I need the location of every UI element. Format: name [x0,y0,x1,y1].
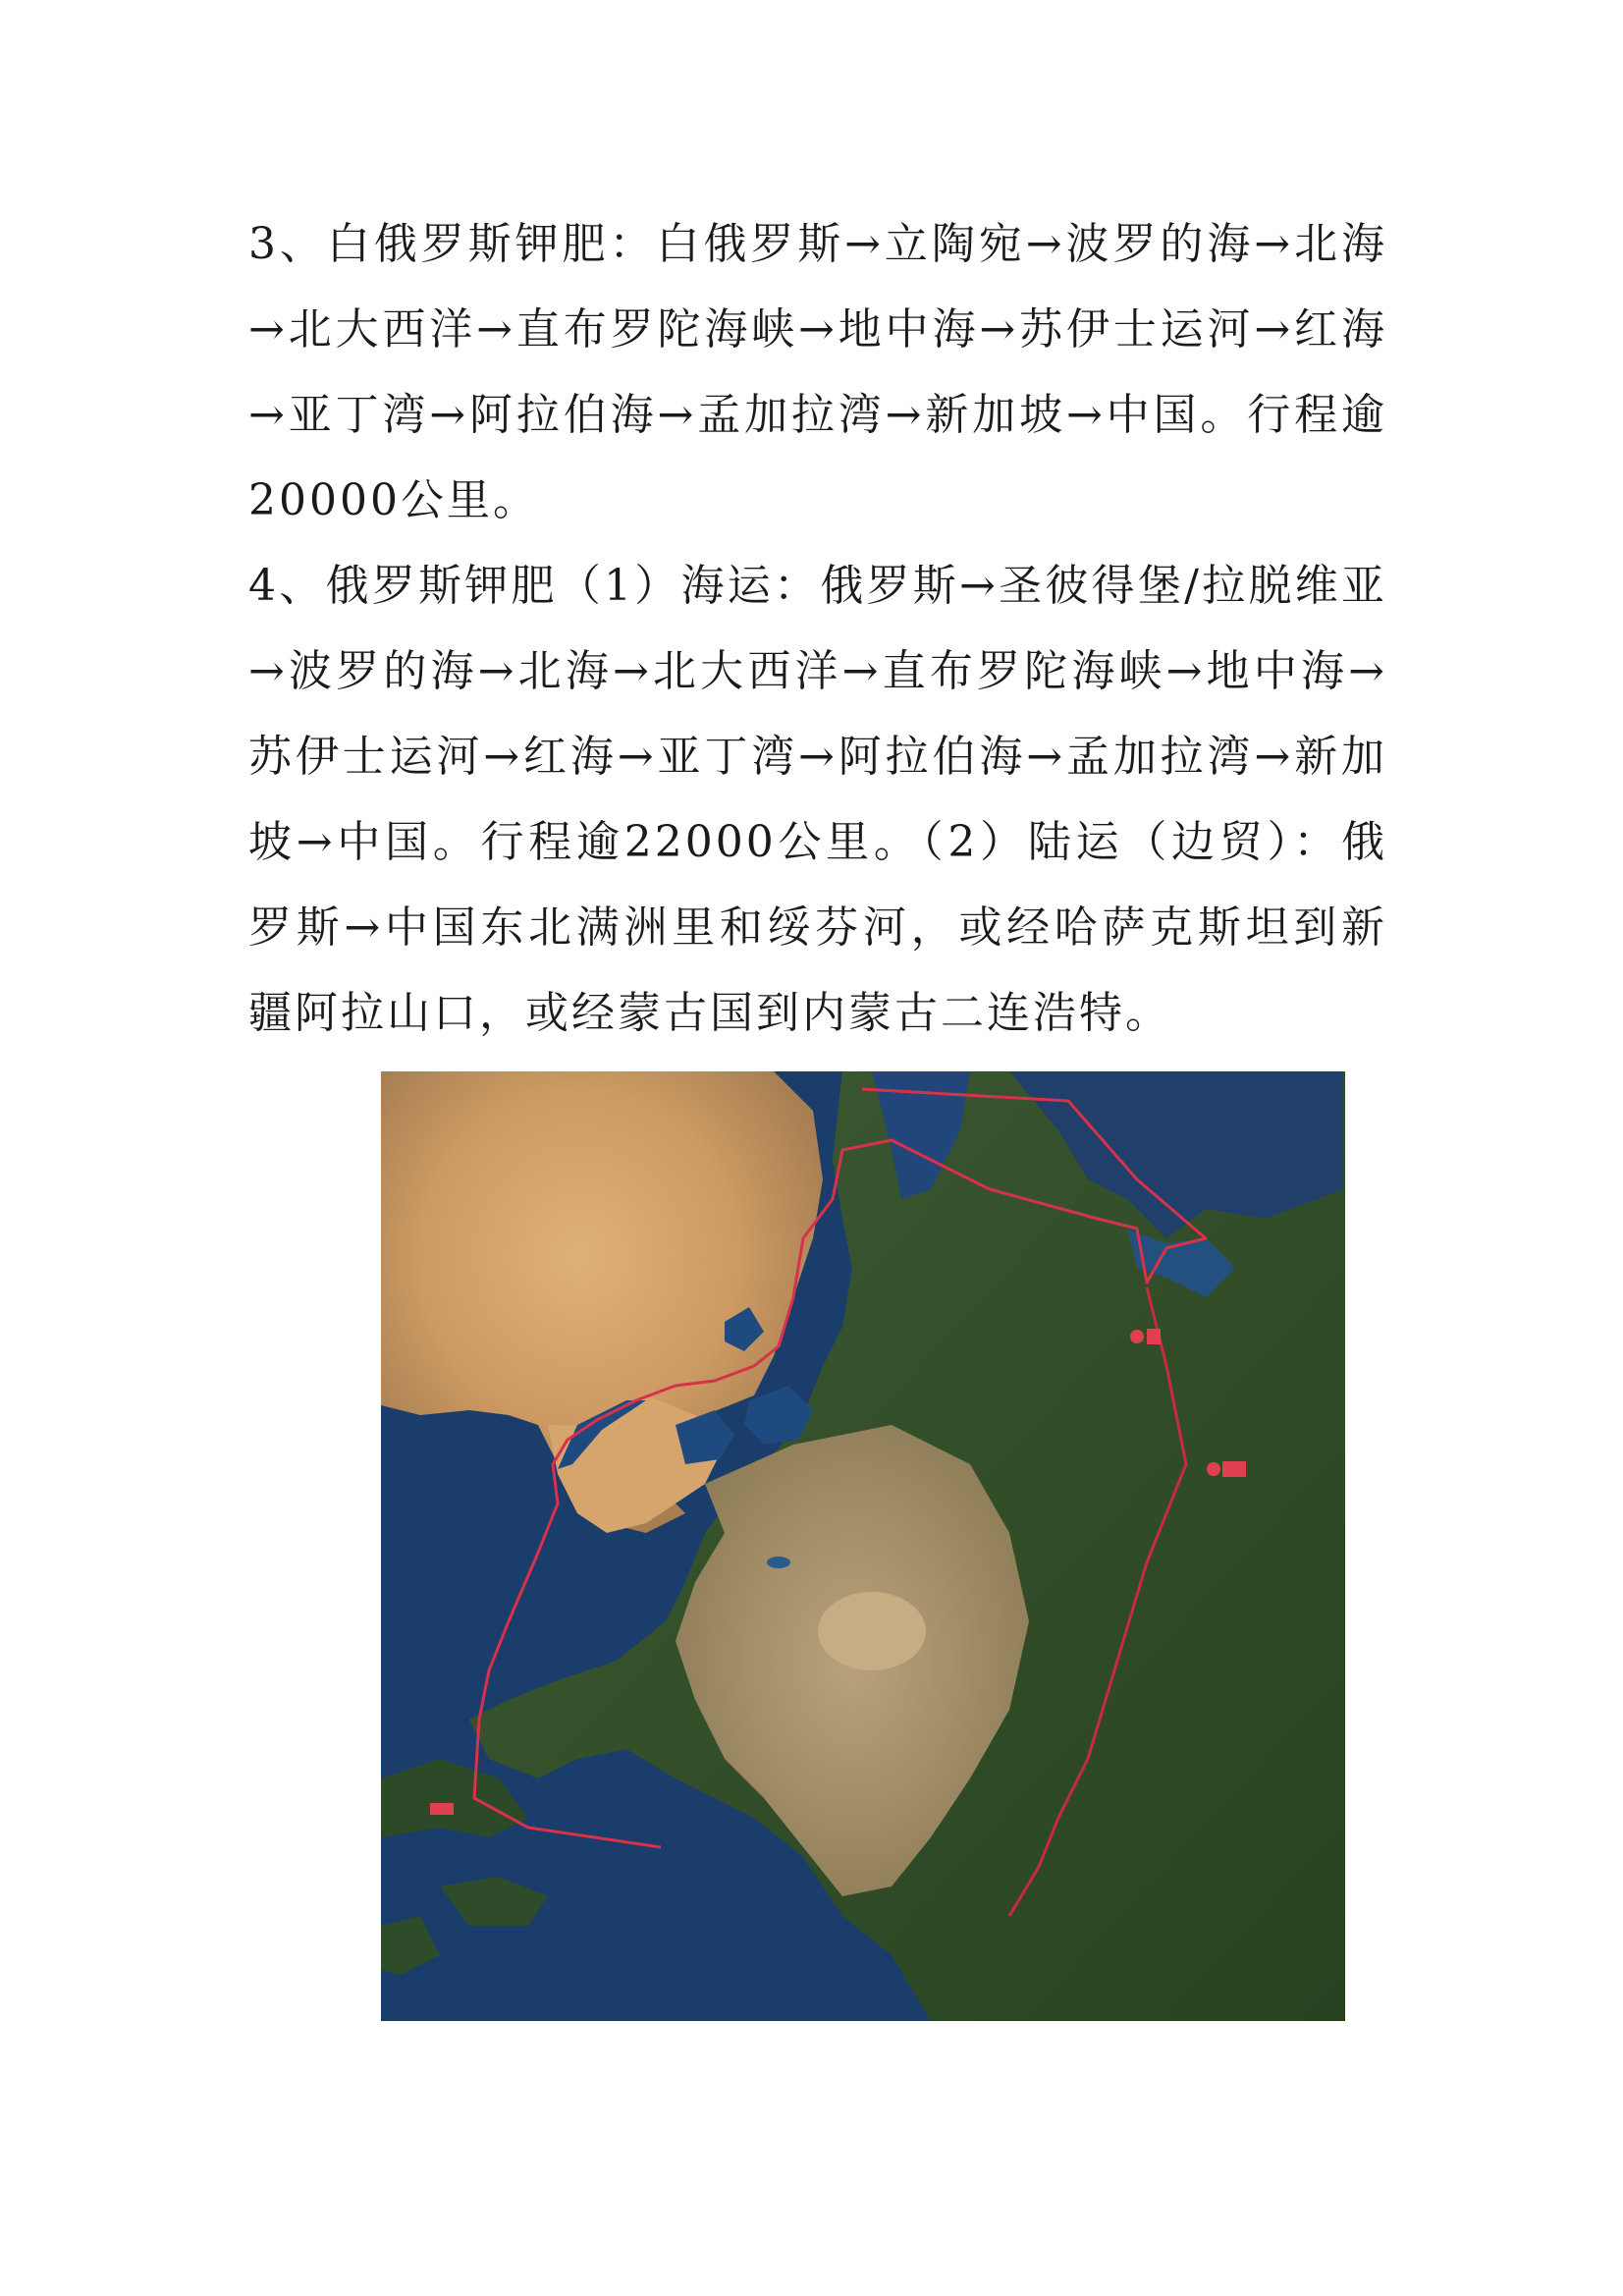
map-pin-destination [430,1803,454,1815]
route-map-image [381,1071,1345,2021]
tarim-basin [818,1592,926,1670]
lake [767,1557,790,1568]
paragraph-belarus-potash: 3、白俄罗斯钾肥：白俄罗斯→立陶宛→波罗的海→北海→北大西洋→直布罗陀海峡→地中海→苏伊士运河→红海→亚丁湾→阿拉伯海→孟加拉湾→新加坡→中国。行程逾20000公里。 [248,219,1387,525]
satellite-map-svg [381,1071,1345,2021]
map-pin-russia [1207,1461,1246,1477]
paragraph-russia-potash: 4、俄罗斯钾肥（1）海运：俄罗斯→圣彼得堡/拉脱维亚→波罗的海→北海→北大西洋→直布罗陀海峡→地中海→苏伊士运河→红海→亚丁湾→阿拉伯海→孟加拉湾→新加坡→中国。行程逾22000公里。（2）陆运（边贸）：俄罗斯→中国东北满洲里和绥芬河，或经哈萨克斯坦到新疆阿拉山口，或经蒙古国到内蒙古二连浩特。 [248,561,1387,1038]
